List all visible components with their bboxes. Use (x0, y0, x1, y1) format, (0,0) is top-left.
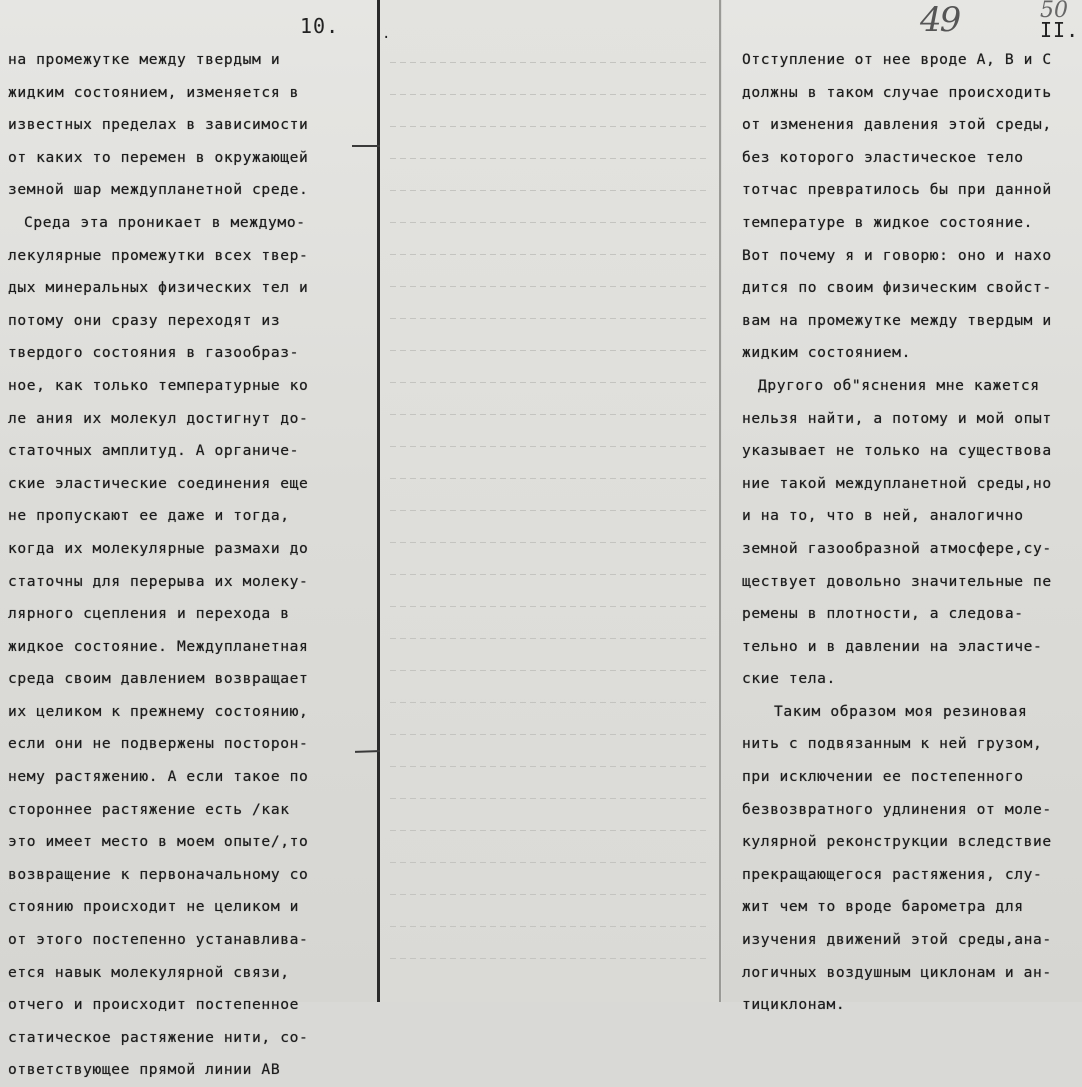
text-line: Другого об"яснения мне кажется (758, 376, 1040, 394)
text-line: потому они сразу переходят из (8, 311, 281, 329)
text-line: не пропускают ее даже и тогда, (8, 507, 290, 525)
text-line: твердого состояния в газообраз- (8, 344, 299, 362)
text-line: ное, как только температурные ко (8, 376, 309, 394)
dot-mark: . (382, 26, 391, 42)
handwritten-folio-number-secondary: 50 (1040, 0, 1068, 23)
text-line: жидкое состояние. Междупланетная (8, 637, 309, 655)
text-line: Отступление от нее вроде А, В и С (742, 51, 1052, 68)
text-line: нему растяжению. А если такое по (8, 768, 309, 786)
left-page-number: 10. (300, 14, 340, 38)
text-line: ремены в плотности, а следова- (742, 605, 1024, 623)
text-line: когда их молекулярные размахи до (8, 539, 309, 557)
text-line: стороннее растяжение есть /как (8, 800, 290, 818)
text-line: ответствующее прямой линии АВ (8, 1061, 281, 1079)
text-line: тотчас превратилось бы при данной (742, 181, 1052, 199)
text-line: от этого постепенно устанавлива- (8, 931, 309, 949)
text-line: Вот почему я и говорю: оно и нахо (742, 246, 1052, 264)
text-line: жидким состоянием, изменяется в (8, 83, 299, 101)
text-line: лекулярные промежутки всех твер- (8, 246, 309, 264)
text-line: без которого эластическое тело (742, 148, 1024, 166)
text-line: ние такой междупланетной среды,но (742, 474, 1052, 492)
text-line: их целиком к прежнему состоянию, (8, 702, 309, 720)
text-line: от изменения давления этой среды, (742, 116, 1052, 134)
text-line: изучения движений этой среды,ана- (742, 931, 1052, 949)
text-line: нить с подвязанным к ней грузом, (742, 735, 1043, 753)
text-line: при исключении ее постепенного (742, 768, 1024, 786)
handwritten-folio-number: 49 (920, 0, 960, 40)
right-page-text (742, 44, 1082, 1022)
text-line: кулярной реконструкции вследствие (742, 833, 1052, 851)
text-line: и на то, что в ней, аналогично (742, 507, 1024, 525)
text-line: нельзя найти, а потому и мой опыт (742, 409, 1052, 427)
text-line: лярного сцепления и перехода в (8, 605, 290, 623)
text-line: безвозвратного удлинения от моле- (742, 800, 1052, 818)
text-line: жидким состоянием. (742, 344, 911, 362)
text-line: если они не подвержены посторон- (8, 735, 309, 753)
text-line: Среда эта проникает в междумо- (24, 213, 306, 231)
text-line: тициклонам. (742, 996, 846, 1014)
right-page (722, 0, 1082, 1014)
text-line: ские эластические соединения еще (8, 474, 309, 492)
text-line: прекращающегося растяжения, слу- (742, 865, 1043, 883)
text-line: ществует довольно значительные пе (742, 572, 1052, 590)
text-line: должны в таком случае происходить (742, 83, 1052, 101)
text-line: тельно и в давлении на эластиче- (742, 637, 1043, 655)
text-line: стоянию происходит не целиком и (8, 898, 299, 916)
page-edge (719, 0, 721, 1002)
text-line: от каких то перемен в окружающей (8, 148, 309, 166)
text-line: статическое растяжение нити, со- (8, 1028, 309, 1046)
text-line: указывает не только на существова (742, 442, 1052, 460)
text-line: дится по своим физическим свойст- (742, 279, 1052, 297)
text-line: температуре в жидкое состояние. (742, 213, 1033, 231)
text-line: Таким образом моя резиновая (774, 702, 1028, 720)
text-line: земной шар междупланетной среде. (8, 181, 309, 199)
text-line: это имеет место в моем опыте/,то (8, 833, 309, 851)
right-page-number: II. (1040, 18, 1080, 42)
text-line: земной газообразной атмосфере,су- (742, 539, 1052, 557)
text-line: отчего и происходит постепенное (8, 996, 299, 1014)
text-line: логичных воздушным циклонам и ан- (742, 963, 1052, 981)
left-page-text (8, 44, 378, 1087)
text-line: жит чем то вроде барометра для (742, 898, 1024, 916)
text-line: статочных амплитуд. А органиче- (8, 442, 299, 460)
text-line: известных пределах в зависимости (8, 116, 309, 134)
text-line: среда своим давлением возвращает (8, 670, 309, 688)
bleed-through-page (380, 0, 720, 1002)
text-line: ле ания их молекул достигнут до- (8, 409, 309, 427)
left-page (0, 0, 378, 1079)
text-line: ские тела. (742, 670, 836, 688)
text-line: возвращение к первоначальному со (8, 865, 309, 883)
text-line: вам на промежутке между твердым и (742, 311, 1052, 329)
text-line: дых минеральных физических тел и (8, 279, 309, 297)
text-line: ется навык молекулярной связи, (8, 963, 290, 981)
text-line: статочны для перерыва их молеку- (8, 572, 309, 590)
text-line: на промежутке между твердым и (8, 51, 281, 68)
